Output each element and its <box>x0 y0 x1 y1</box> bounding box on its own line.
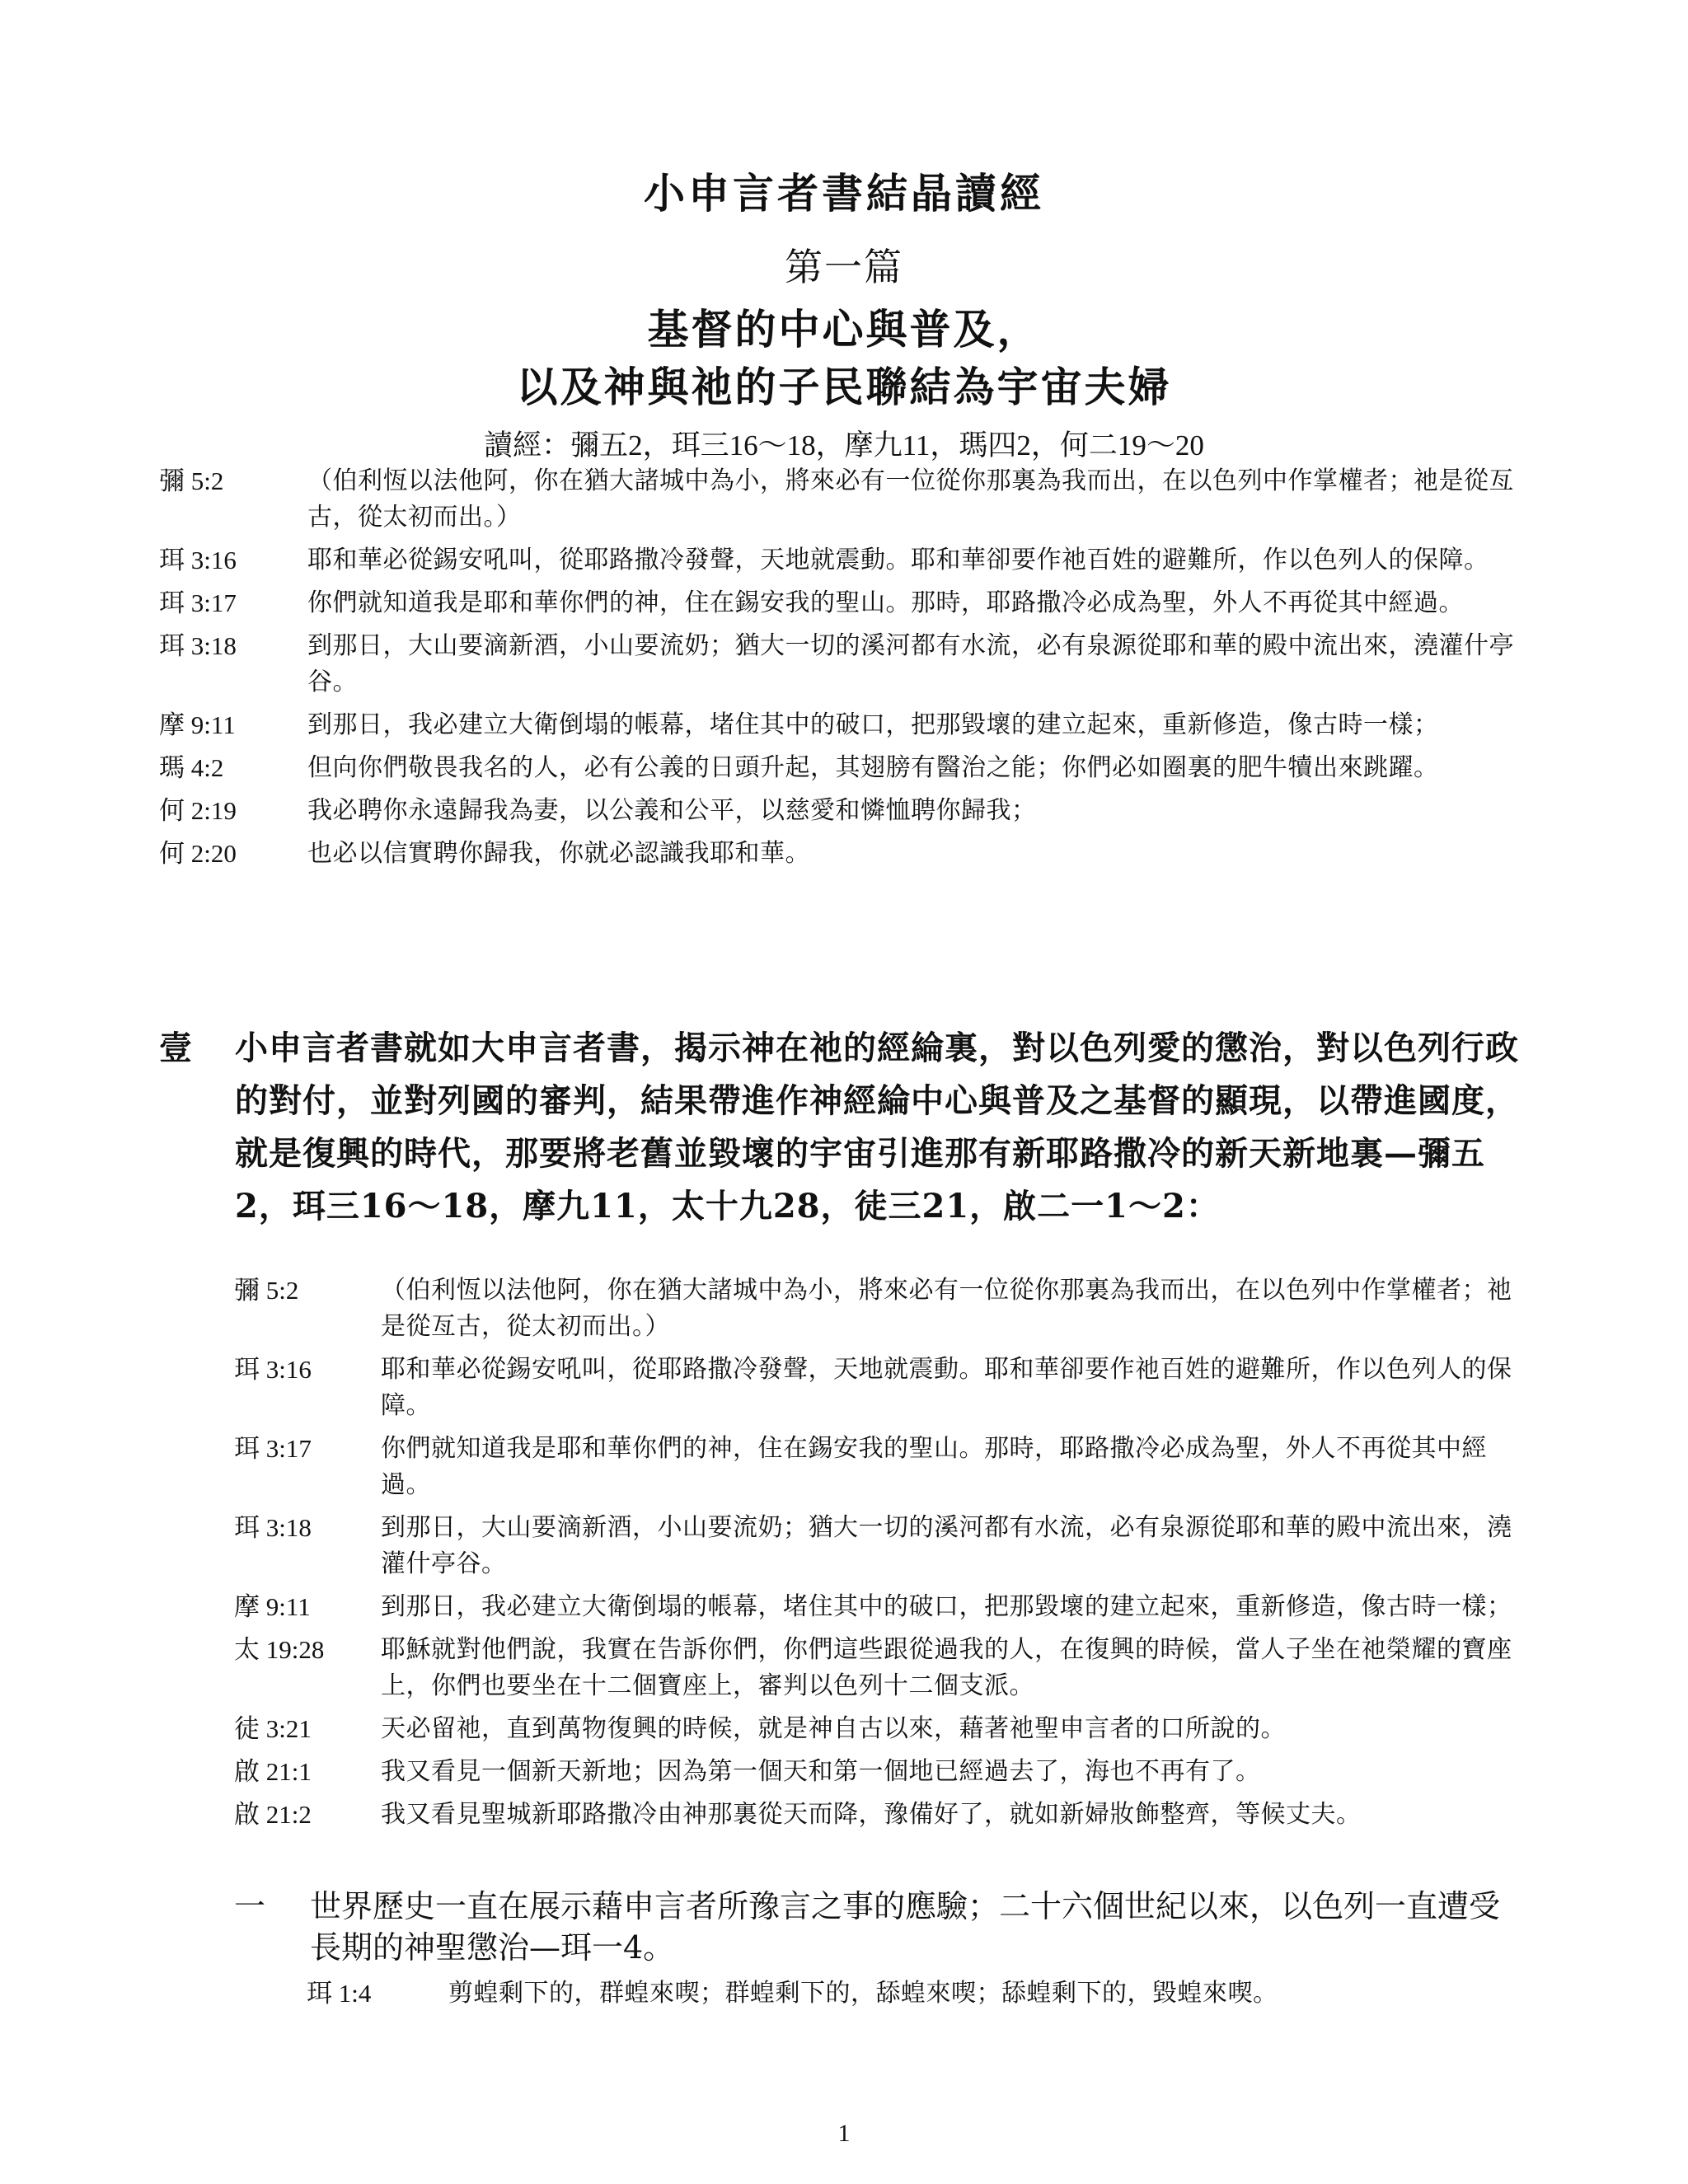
verse-text: 到那日，我必建立大衛倒塌的帳幕，堵住其中的破口，把那毀壞的建立起來，重新修造，像古時一樣； <box>307 710 1439 739</box>
verse-item <box>307 1975 1526 2012</box>
verse-reference: 徒 3:21 <box>234 1714 312 1743</box>
verse-item <box>159 750 1519 786</box>
verse-text: 我又看見一個新天新地；因為第一個天和第一個地已經過去了，海也不再有了。 <box>381 1757 1261 1786</box>
message-heading-line-2: 以及神與祂的子民聯結為宇宙夫婦 <box>516 363 1172 411</box>
verse-item <box>234 1431 1528 1503</box>
verse-text: 到那日，大山要滴新酒，小山要流奶；猶大一切的溪河都有水流，必有泉源從耶和華的殿中流出來，澆灌什亭谷。 <box>307 631 1514 696</box>
verse-item <box>234 1510 1528 1582</box>
verse-item <box>234 1272 1528 1345</box>
verse-text: 耶和華必從錫安吼叫，從耶路撒冷發聲，天地就震動。耶和華卻要作祂百姓的避難所，作以色列人的保障。 <box>381 1355 1512 1420</box>
verse-text: 我又看見聖城新耶路撒冷由神那裏從天而降，豫備好了，就如新婦妝飾整齊，等候丈夫。 <box>381 1800 1362 1829</box>
verse-reference: 珥 3:17 <box>159 588 237 617</box>
verse-item <box>159 628 1519 701</box>
verse-item <box>159 585 1519 621</box>
verse-reference: 珥 3:16 <box>234 1355 312 1384</box>
verse-reference: 啟 21:2 <box>234 1800 312 1829</box>
verse-item <box>234 1589 1528 1625</box>
outline-sub-point-one <box>234 1886 1528 1968</box>
verse-text: 我必聘你永遠歸我為妻，以公義和公平，以慈愛和憐恤聘你歸我； <box>307 796 1037 825</box>
verse-reference: 何 2:20 <box>159 839 237 868</box>
verse-reference: 珥 1:4 <box>307 1979 372 2008</box>
outline-point-one <box>159 1022 1527 1233</box>
verse-item <box>234 1797 1528 1833</box>
scripture-reading: 讀經：彌五2，珥三16～18，摩九11，瑪四2，何二19～20 <box>484 429 1204 462</box>
scripture-verse-list <box>159 463 1519 879</box>
verse-reference: 珥 3:18 <box>159 631 237 660</box>
part-label: 第一篇 <box>785 245 903 289</box>
verse-reference: 珥 3:16 <box>159 546 237 574</box>
verse-reference: 太 19:28 <box>234 1635 325 1664</box>
verse-item <box>159 793 1519 829</box>
verse-item <box>159 463 1519 536</box>
verse-text: 耶穌就對他們說，我實在告訴你們，你們這些跟從過我的人，在復興的時候，當人子坐在祂榮耀的寶座上，你們也要坐在十二個寶座上，審判以色列十二個支派。 <box>381 1635 1512 1700</box>
verse-text: 剪蝗剩下的，群蝗來喫；群蝗剩下的，舔蝗來喫；舔蝗剩下的，毀蝗來喫。 <box>448 1979 1278 2008</box>
verse-reference: 珥 3:18 <box>234 1513 312 1542</box>
verse-reference: 何 2:19 <box>159 796 237 825</box>
verse-item <box>234 1352 1528 1424</box>
verse-reference: 瑪 4:2 <box>159 753 224 782</box>
verse-text: 也必以信實聘你歸我，你就必認識我耶和華。 <box>307 839 810 868</box>
verse-item <box>234 1711 1528 1747</box>
verse-text: 到那日，我必建立大衛倒塌的帳幕，堵住其中的破口，把那毀壞的建立起來，重新修造，像古時一樣； <box>381 1592 1512 1621</box>
document-title: 小申言者書結晶讀經 <box>644 169 1044 218</box>
verse-item <box>159 542 1519 579</box>
verse-text: 耶和華必從錫安吼叫，從耶路撒冷發聲，天地就震動。耶和華卻要作祂百姓的避難所，作以色列人的保障。 <box>307 546 1489 574</box>
outline-sub-point-text: 世界歷史一直在展示藉申言者所豫言之事的應驗；二十六個世紀以來，以色列一直遭受長期的神聖懲治—珥一4。 <box>310 1888 1501 1966</box>
verse-reference: 珥 3:17 <box>234 1434 312 1463</box>
outline-marker: 壹 <box>159 1029 192 1067</box>
verse-text: 天必留祂，直到萬物復興的時候，就是神自古以來，藉著祂聖申言者的口所說的。 <box>381 1714 1286 1743</box>
verse-item <box>234 1754 1528 1790</box>
verse-reference: 彌 5:2 <box>234 1276 299 1305</box>
verse-text: 但向你們敬畏我名的人，必有公義的日頭升起，其翅膀有醫治之能；你們必如圈裏的肥牛犢出來跳躍。 <box>307 753 1439 782</box>
verse-item <box>159 707 1519 743</box>
verse-text: 到那日，大山要滴新酒，小山要流奶；猶大一切的溪河都有水流，必有泉源從耶和華的殿中流出來，澆灌什亭谷。 <box>381 1513 1512 1578</box>
outline-point-text: 小申言者書就如大申言者書，揭示神在祂的經綸裏，對以色列愛的懲治，對以色列行政的對付，並對列國的審判，結果帶進作神經綸中心與普及之基督的顯現，以帶進國度，就是復興的時代，那要將老舊並毀壞的宇宙引進那有新耶路撒冷的新天新地裏—彌五2，珥三16～18，摩九11，太十九28，徒三21，啟二一1～2： <box>235 1029 1519 1226</box>
outline-marker: 一 <box>234 1888 266 1924</box>
verse-text: 你們就知道我是耶和華你們的神，住在錫安我的聖山。那時，耶路撒冷必成為聖，外人不再從其中經過。 <box>307 588 1464 617</box>
verse-item <box>159 836 1519 872</box>
message-heading-line-1: 基督的中心與普及， <box>647 305 1041 354</box>
verse-reference: 摩 9:11 <box>159 710 236 739</box>
verse-text: 你們就知道我是耶和華你們的神，住在錫安我的聖山。那時，耶路撒冷必成為聖，外人不再從其中經過。 <box>381 1434 1487 1499</box>
sub-point-verse-list <box>307 1975 1526 2018</box>
verse-reference: 彌 5:2 <box>159 466 224 495</box>
point-one-verse-list <box>234 1272 1528 1840</box>
verse-item <box>234 1632 1528 1704</box>
verse-text: （伯利恆以法他阿，你在猶大諸城中為小，將來必有一位從你那裏為我而出，在以色列中作掌權者；祂是從亙古，從太初而出。） <box>381 1276 1512 1341</box>
verse-reference: 摩 9:11 <box>234 1592 311 1621</box>
verse-text: （伯利恆以法他阿，你在猶大諸城中為小，將來必有一位從你那裏為我而出，在以色列中作掌權者；祂是從亙古，從太初而出。） <box>307 466 1514 532</box>
page-number: 1 <box>837 2120 851 2147</box>
verse-reference: 啟 21:1 <box>234 1757 312 1786</box>
